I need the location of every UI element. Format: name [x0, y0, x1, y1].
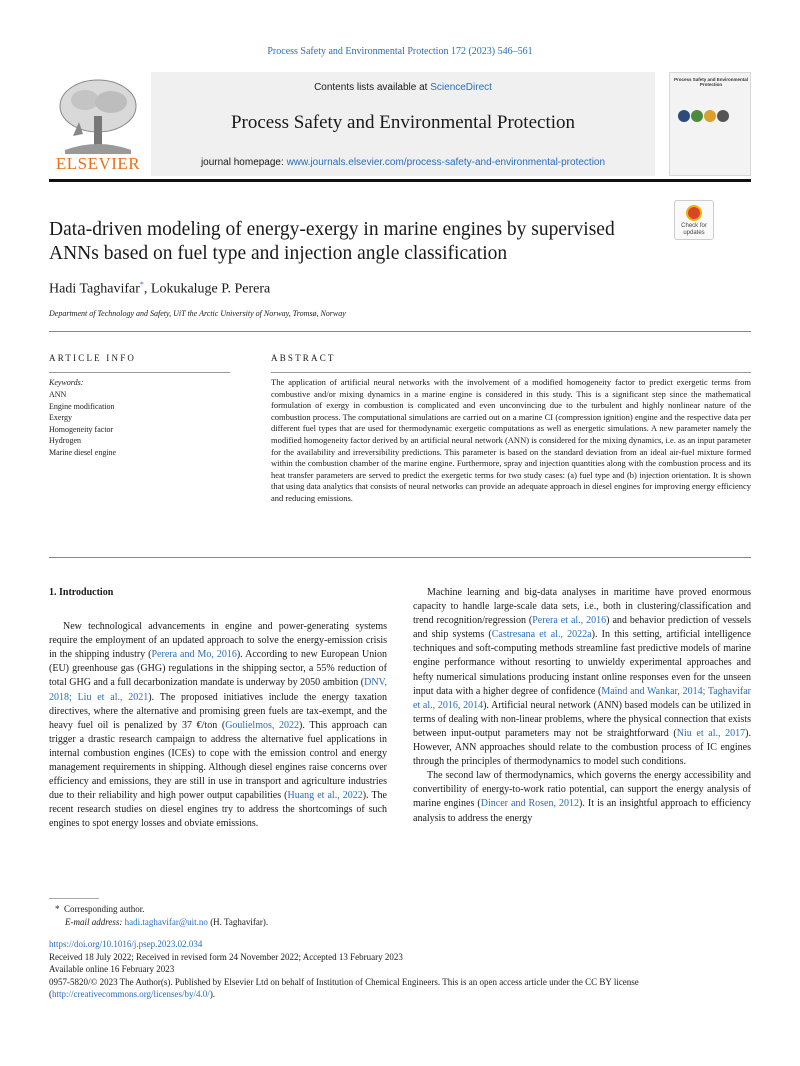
article-info-heading: ARTICLE INFO	[49, 353, 137, 363]
email-label: E-mail address:	[65, 916, 123, 927]
keyword: Exergy	[49, 413, 72, 422]
masthead-center	[151, 72, 655, 176]
keywords-label: Keywords:	[49, 378, 84, 387]
elsevier-tree-icon	[55, 76, 141, 156]
masthead-divider	[49, 179, 751, 182]
contents-prefix: Contents lists available at	[314, 82, 431, 93]
article-title: Data-driven modeling of energy-exergy in marine engines by supervised ANNs based on fuel type and injection angle classification	[49, 219, 615, 264]
homepage-label: journal homepage:	[200, 157, 287, 168]
text-run: ) and behavior prediction of vessels and ship systems (	[413, 615, 751, 641]
text-run: New technological advancements in engine and power-generating systems require the employment of an updated approach to solve the energy-emission crisis in the shipping industry (	[49, 621, 387, 661]
copyright-text: 0957-5820/© 2023 The Author(s). Published by Elsevier Ltd on behalf of Institution of Chemical Engineers. This is an open access article under the CC BY license (	[49, 976, 639, 1000]
author-list	[49, 280, 270, 298]
text-run: ). According to new European Union (EU) greenhouse gas (GHG) regulations in the shipping sector, a 55% reduction of total GHG and a full decarbonization mandate is underway by 2050 ambition (	[49, 649, 387, 689]
cover-graphic-icon	[678, 109, 730, 127]
affiliation-divider	[49, 331, 751, 332]
homepage-link[interactable]: www.journals.elsevier.com/process-safety-and-environmental-protection	[286, 157, 606, 168]
corresponding-author-mark[interactable]: *	[139, 280, 144, 289]
journal-cover-thumbnail[interactable]	[669, 72, 751, 176]
citation-link[interactable]: Castresana et al., 2022a	[491, 629, 592, 641]
available-online-date: Available online 16 February 2023	[49, 964, 175, 975]
body-column-left	[49, 586, 387, 832]
keyword: Hydrogen	[49, 436, 81, 445]
paragraph	[413, 586, 751, 769]
citation-link[interactable]: Goulielmos, 2022	[225, 719, 300, 731]
text-run: ). The recent research studies on diesel engines try to address the shortcomings of such engines to spot energy losses and obviate emissions.	[49, 790, 387, 830]
abstract-text: The application of artificial neural networks with the involvement of a modified homogeneity factor to predict exergetic terms from combustive and/or mixing dynamics in a marine engine is considered in this study. This is a significant step since the mathematical formulation of exergy in combustion is complicated and even unconvincing due to the turbulent and highly nonlinear nature of the combustion process. The computational simulations are carried out on a marine CI (compression ignition) engine and the respective data per different fuel types that are used for thermodynamic exergetic computations as well as energetic simulations. A new parameter namely the modified homogeneity factor derived by an artificial neural network (ANN) is considered for the mixing dynamics, i.e. as an input parameter for the availability and irreversibility predictions. This parameter is based on the standard deviation from an ideal air-fuel mixture formed within the combustion chamber of the marine engine. Furthermore, spray and injection quantities along with the combustion process and its heat transfer parameters are served to predict the exergetic terms for two study cases: (a) fuel type and (b) injection orientation. It is shown that using data analytics that consists of neural networks can provide an adequate approach in diesel engines for improving energy efficiency and reducing emissions.	[271, 377, 751, 503]
copyright-close: ).	[209, 989, 216, 1000]
doi-link[interactable]: https://doi.org/10.1016/j.psep.2023.02.034	[49, 939, 203, 949]
citation-link[interactable]: Perera and Mo, 2016	[151, 649, 237, 661]
paragraph	[49, 620, 387, 831]
journal-title: Process Safety and Environmental Protection	[230, 112, 576, 133]
abstract-heading: ABSTRACT	[271, 353, 336, 363]
license-link[interactable]: http://creativecommons.org/licenses/by/4.0/	[52, 989, 210, 1000]
text-run: ). The proposed initiatives include the energy taxation directives, where the alternative and promising green fuels are tax-exempt, and the heavy fuel oil is penalized by 37 €/ton (	[49, 691, 387, 731]
email-suffix: (H. Taghavifar).	[207, 916, 269, 927]
author-separator: ,	[143, 281, 151, 297]
citation-link[interactable]: Huang et al., 2022	[287, 790, 363, 802]
keyword: ANN	[49, 390, 67, 399]
journal-masthead	[49, 72, 751, 176]
corresponding-author-note: Corresponding author.	[64, 904, 145, 914]
check-updates-icon	[686, 205, 702, 221]
section-heading: 1. Introduction	[49, 587, 114, 598]
body-column-right	[413, 586, 751, 826]
keyword: Homogeneity factor	[49, 424, 114, 434]
author-affiliation: Department of Technology and Safety, UiT the Arctic University of Norway, Tromsø, Norway	[49, 309, 346, 318]
text-run: The second law of thermodynamics, which governs the energy accessibility and convertibility of energy-to-work ratio potential, can support the energy analysis of marine engines (	[413, 770, 751, 810]
citation-link[interactable]: Maind and Wankar, 2014; Taghavifar et al., 2016, 2014	[413, 685, 751, 711]
citation-link[interactable]: Dincer and Rosen, 2012	[480, 798, 580, 810]
keyword: Marine diesel engine	[49, 447, 117, 457]
keyword: Engine modification	[49, 401, 115, 411]
sciencedirect-link[interactable]: ScienceDirect	[430, 82, 492, 93]
text-run: ). However, ANN approaches should relate to the combustion process of IC engines through the principles of thermodynamics to model such conditions.	[413, 727, 752, 768]
article-footer	[49, 938, 751, 1001]
paragraph	[413, 769, 751, 825]
footnote-mark: *	[55, 904, 60, 914]
cover-title: Process Safety and Environmental Protection	[673, 77, 749, 88]
text-run: ). In this setting, artificial intelligence techniques and soft-computing methods streamline fast predictive models of marine engine performance without resorting to unwieldy experimental approaches and hefty numerical simulations producing instant online responses even for the unseen input data with a higher degree of confidence (	[413, 629, 751, 697]
check-updates-label: Check for updates	[681, 223, 707, 236]
elsevier-logo[interactable]	[49, 72, 147, 176]
article-info-divider	[49, 372, 230, 373]
footnote-divider	[49, 898, 99, 899]
author-email-link[interactable]: hadi.taghavifar@uit.no	[124, 916, 208, 927]
abstract-divider	[271, 372, 751, 373]
author-name[interactable]: Hadi Taghavifar	[49, 281, 140, 297]
contents-line	[151, 82, 655, 93]
journal-reference[interactable]: Process Safety and Environmental Protection 172 (2023) 546–561	[267, 46, 533, 57]
copyright-notice	[49, 976, 751, 1001]
text-run: ). Artificial neural network (ANN) based models can be utilized in terms of dealing with non-linear problems, where the physical connection that exists between input-output parameters may not be straightforward (	[413, 699, 752, 739]
citation-link[interactable]: DNV, 2018; Liu et al., 2021	[49, 677, 387, 703]
keyword-list	[49, 389, 116, 458]
publisher-wordmark: ELSEVIER	[55, 154, 141, 173]
received-dates: Received 18 July 2022; Received in revised form 24 November 2022; Accepted 13 February 2023	[49, 951, 403, 962]
citation-link[interactable]: Perera et al., 2016	[532, 615, 607, 627]
footnote	[55, 903, 268, 928]
journal-homepage	[151, 157, 655, 168]
citation-link[interactable]: Niu et al., 2017	[676, 727, 746, 739]
check-for-updates-button[interactable]	[674, 200, 714, 240]
text-run: ). It is an insightful approach to efficiency analysis to address the energy	[413, 798, 751, 824]
text-run: Machine learning and big-data analyses in maritime have proved enormous capacity to handle large-scale data sets, i.e., both in clustering/classification and trend recognition/regression (	[413, 587, 751, 627]
abstract-bottom-divider	[49, 557, 751, 558]
author-name[interactable]: Lokukaluge P. Perera	[150, 281, 271, 297]
text-run: ). This approach can trigger a drastic research campaign to address the alternative fuel applications in internal combustion engines (ICEs) to cope with the emission control and energy management requirements in shipping. Although diesel engines raise concerns over efficiency and emissions, they are still in use in transport and agriculture industries due to their reliability and high power output capabilities (	[49, 719, 388, 802]
